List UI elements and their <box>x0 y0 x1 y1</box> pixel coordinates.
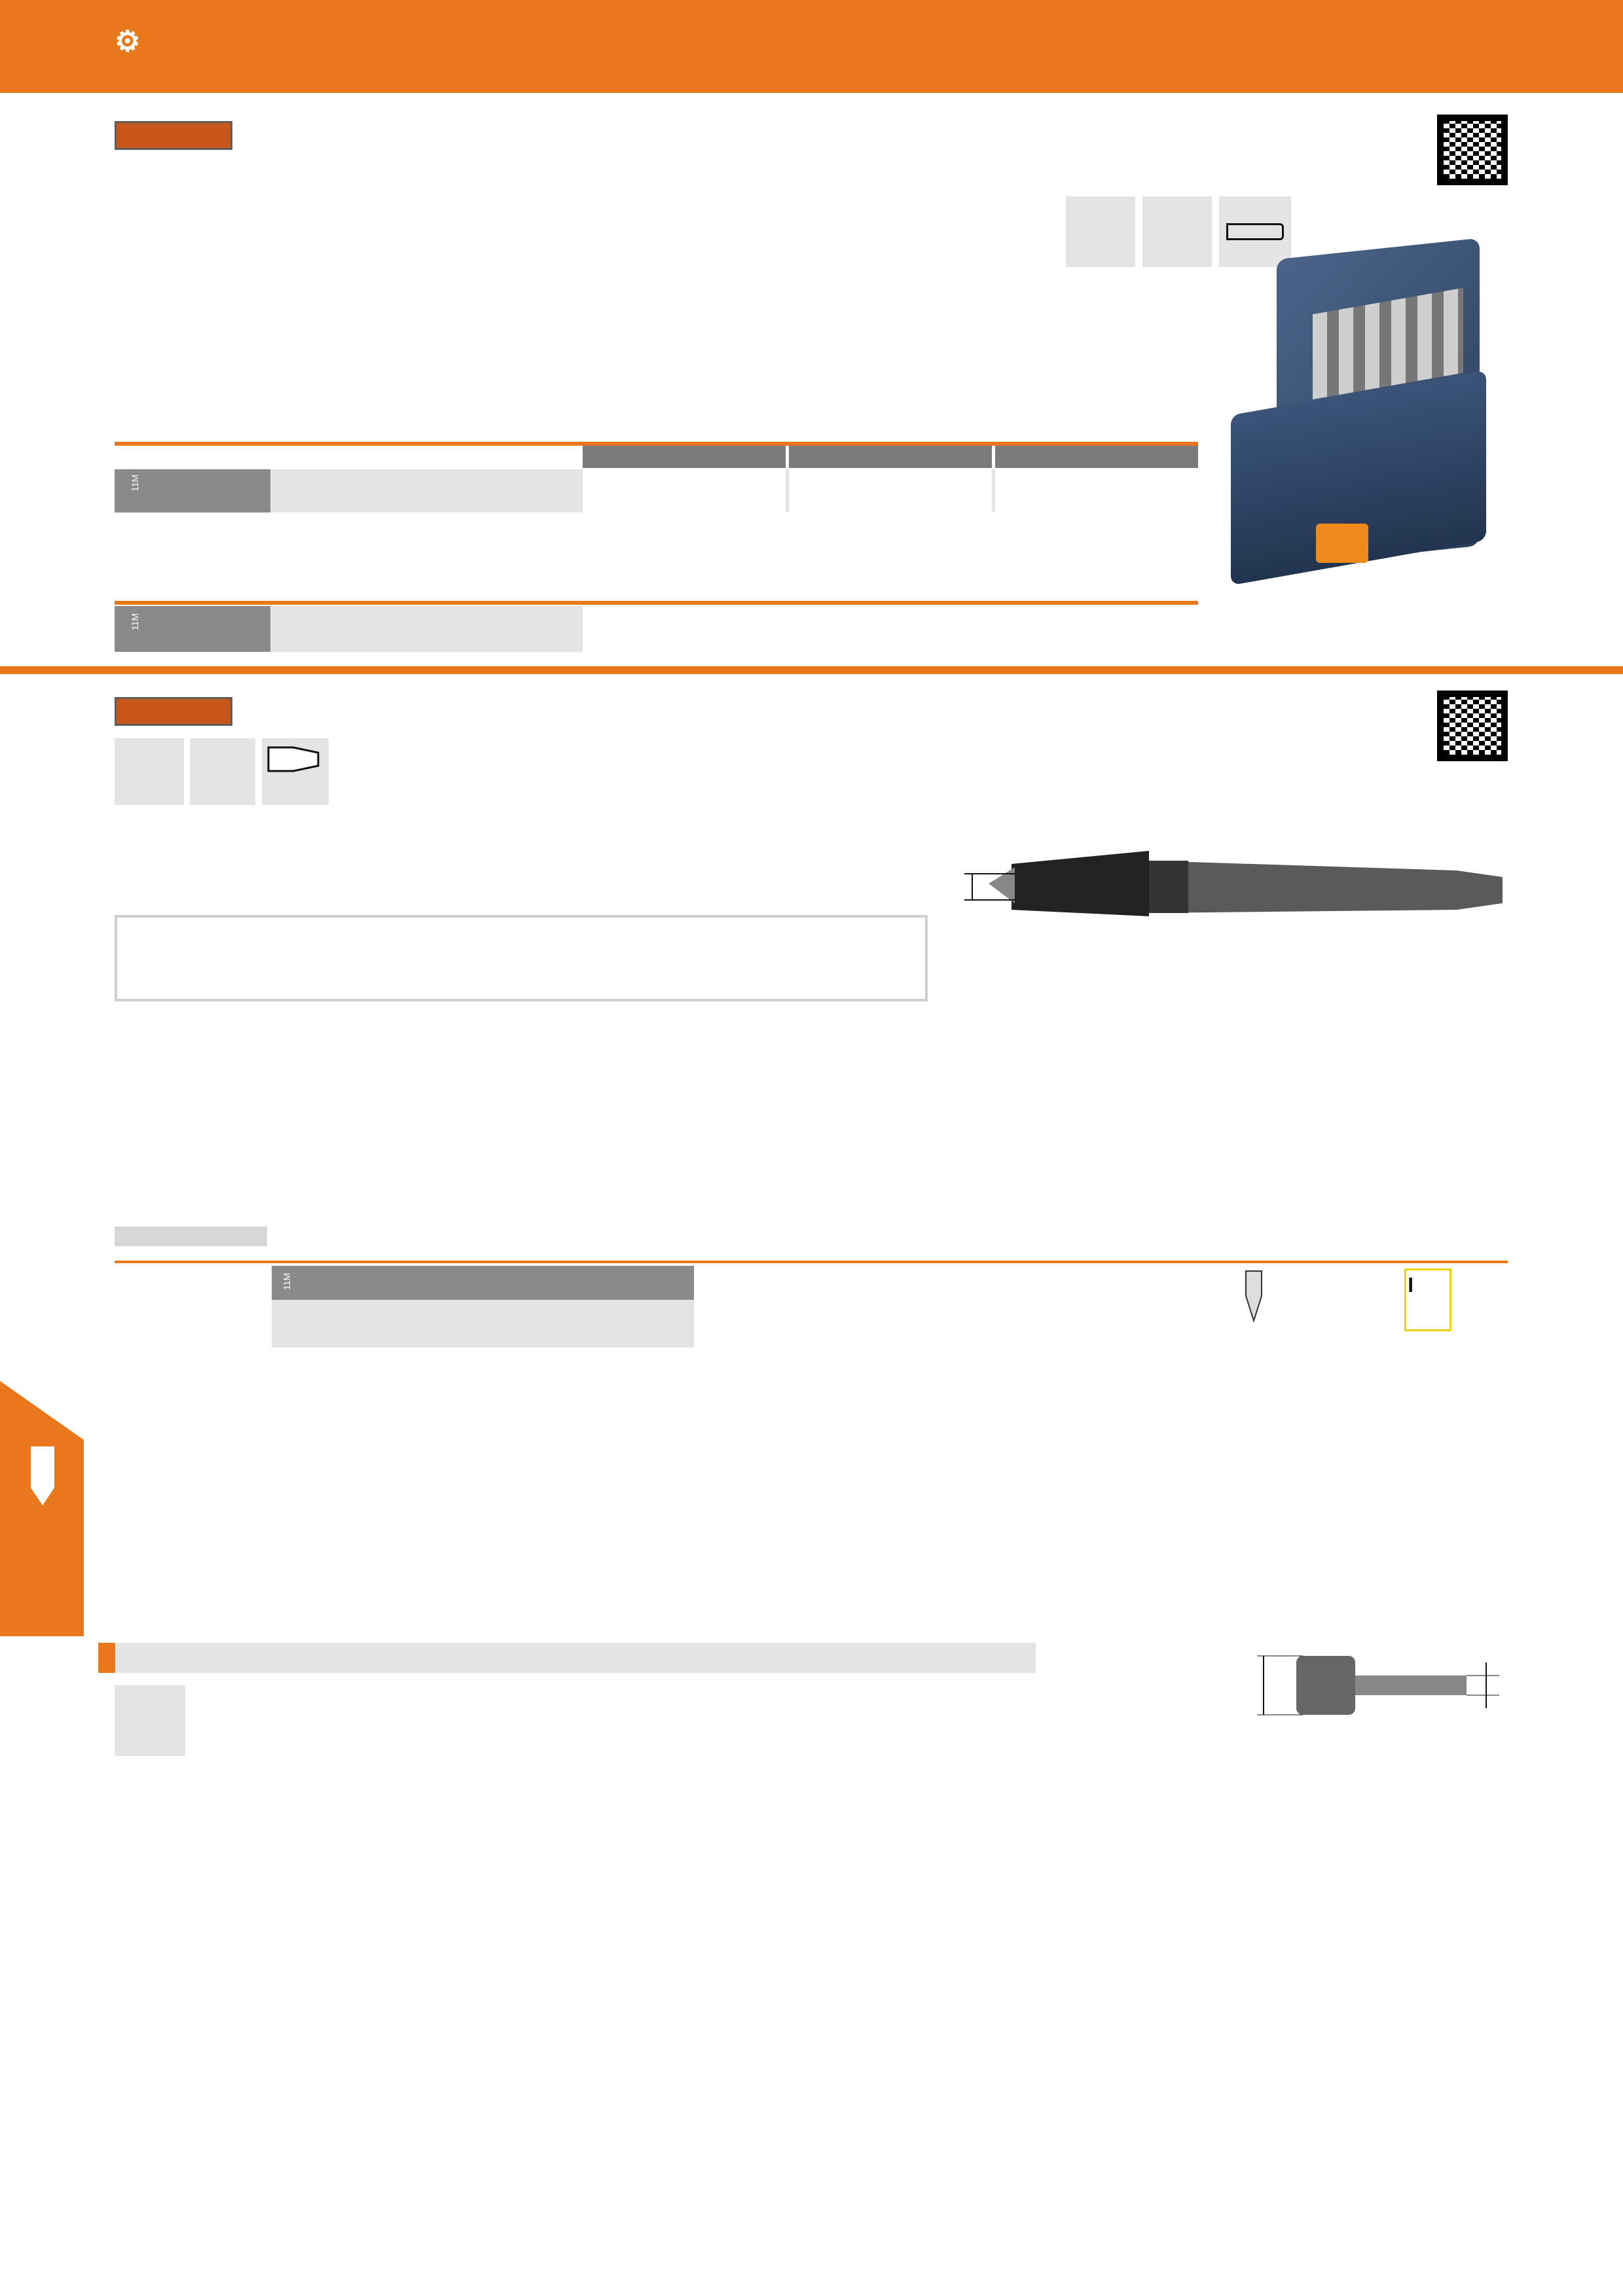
price <box>583 469 786 512</box>
col-dm <box>789 446 992 468</box>
chapter-tab <box>0 1381 84 1636</box>
col-k <box>995 446 1198 468</box>
section-divider <box>0 666 1623 674</box>
brand-logo: ⚙ <box>115 26 140 58</box>
material-suitability-table <box>115 1121 1508 1248</box>
prop-din <box>1142 196 1212 267</box>
price <box>583 606 1198 652</box>
price <box>995 469 1198 512</box>
prop-din <box>115 1685 185 1756</box>
taper-shank-icon <box>1241 1270 1267 1322</box>
prop-din <box>190 738 255 805</box>
prop-hss <box>1066 196 1135 267</box>
mat-row-code <box>115 1227 267 1246</box>
note-box <box>115 915 928 1001</box>
prop-hss <box>115 738 184 805</box>
garant-badge <box>115 697 232 726</box>
price <box>789 469 992 512</box>
qr-code[interactable] <box>1437 115 1508 185</box>
steel-icon: 𝐈 <box>1408 1275 1414 1297</box>
garant-badge <box>115 121 232 150</box>
col-df <box>583 446 786 468</box>
countersink-photo <box>953 838 1509 942</box>
subsection-bar <box>98 1643 1036 1673</box>
page-header <box>0 0 1623 93</box>
pilot-photo <box>1244 1643 1506 1728</box>
cassette-photo <box>1218 196 1512 615</box>
counterbore-icon <box>267 744 321 775</box>
qr-code[interactable] <box>1437 691 1508 761</box>
